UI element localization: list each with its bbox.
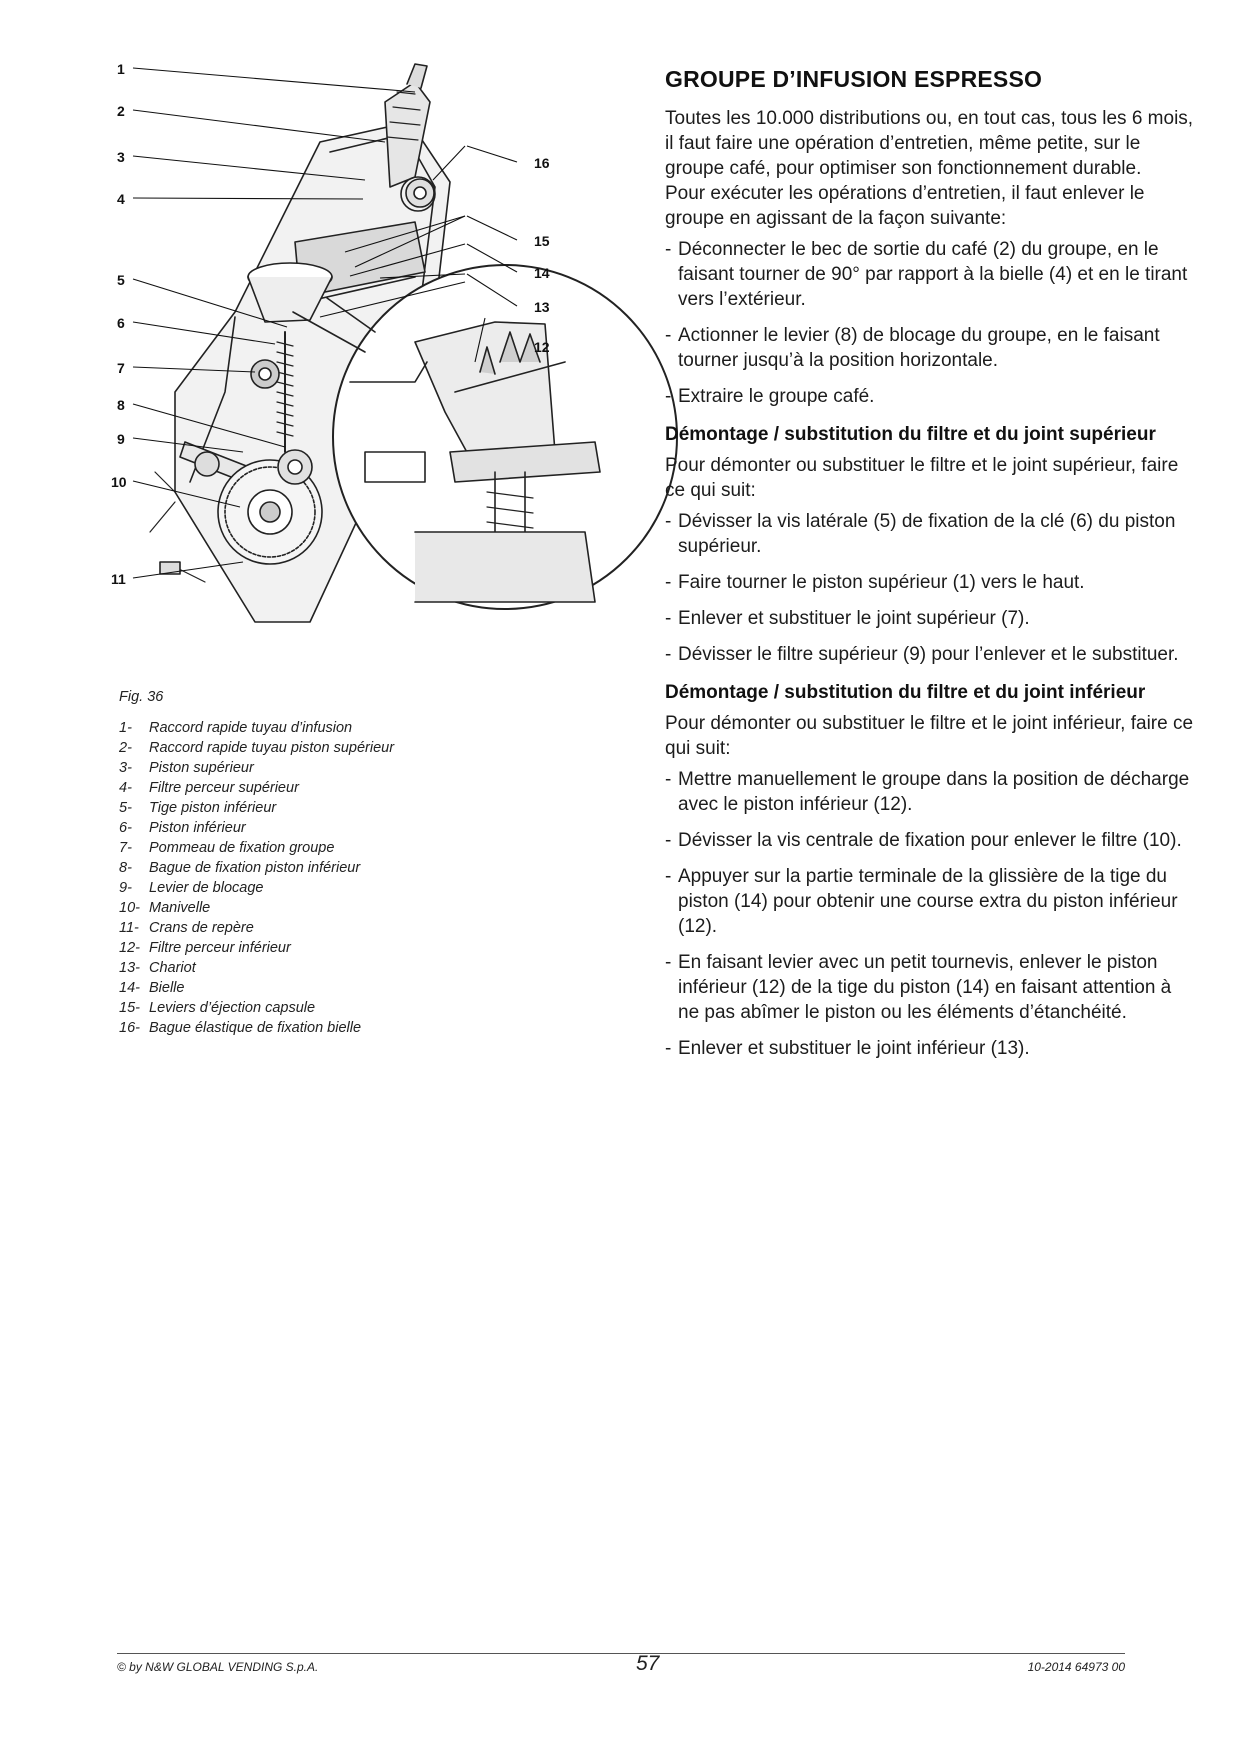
legend-text: Bielle bbox=[149, 980, 185, 996]
legend-number: 4- bbox=[119, 780, 132, 796]
step-text: Extraire le groupe café. bbox=[678, 386, 875, 407]
legend-text: Raccord rapide tuyau d’infusion bbox=[149, 720, 353, 736]
step-text: Actionner le levier (8) de blocage du groupe, en le faisant tourner jusqu’à la position horizontale. bbox=[678, 325, 1160, 371]
legend-item bbox=[119, 758, 394, 778]
instructions-column bbox=[665, 64, 1195, 1072]
legend-number: 16- bbox=[119, 1020, 140, 1036]
legend-number: 14- bbox=[119, 980, 140, 996]
legend-number: 12- bbox=[119, 940, 140, 956]
callout-1: 1 bbox=[117, 61, 125, 77]
legend-text: Manivelle bbox=[149, 900, 211, 916]
legend-text: Filtre perceur supérieur bbox=[149, 780, 299, 796]
step-item: - Enlever et substituer le joint inférieur (13). bbox=[665, 1038, 1030, 1059]
callout-7: 7 bbox=[117, 360, 125, 376]
legend-item bbox=[119, 938, 394, 958]
callout-5: 5 bbox=[117, 272, 125, 288]
legend-item bbox=[119, 998, 394, 1018]
legend-item bbox=[119, 798, 394, 818]
callout-6: 6 bbox=[117, 315, 125, 331]
legend-item bbox=[119, 1018, 394, 1038]
legend-text: Pommeau de fixation groupe bbox=[149, 840, 335, 856]
section-heading-lower: Démontage / substitution du filtre et du joint inférieur bbox=[665, 682, 1146, 703]
step-text: Dévisser le filtre supérieur (9) pour l’enlever et le substituer. bbox=[678, 644, 1179, 665]
legend-text: Tige piston inférieur bbox=[149, 800, 277, 816]
section-heading-upper: Démontage / substitution du filtre et du joint supérieur bbox=[665, 424, 1156, 445]
section-intro: Pour démonter ou substituer le filtre et le joint supérieur, faire ce qui suit: bbox=[665, 455, 1179, 501]
callout-11: 11 bbox=[111, 571, 126, 587]
legend-number: 5- bbox=[119, 800, 132, 816]
legend-item bbox=[119, 898, 394, 918]
step-item: - Mettre manuellement le groupe dans la position de décharge avec le piston inférieur (12). bbox=[665, 769, 1190, 815]
step-text: Déconnecter le bec de sortie du café (2) du groupe, en le faisant tourner de 90° par rapport à la bielle (4) et en le tirant vers l’extérieur. bbox=[678, 239, 1188, 310]
removal-steps bbox=[665, 237, 1195, 409]
intro-paragraph: Pour exécuter les opérations d’entretien, il faut enlever le groupe en agissant de la façon suivante: bbox=[665, 183, 1145, 229]
callout-9: 9 bbox=[117, 431, 125, 447]
legend-number: 3- bbox=[119, 760, 132, 776]
callout-8: 8 bbox=[117, 397, 125, 413]
legend-number: 6- bbox=[119, 820, 132, 836]
figure-caption: Fig. 36 bbox=[119, 689, 164, 705]
legend-text: Chariot bbox=[149, 960, 196, 976]
callout-4: 4 bbox=[117, 191, 125, 207]
step-text: En faisant levier avec un petit tournevis, enlever le piston inférieur (12) de la tige du piston (14) en faisant attention à ne pas abîmer le piston ou les éléments d’étanchéité. bbox=[678, 952, 1172, 1023]
legend-text: Leviers d’éjection capsule bbox=[149, 1000, 316, 1016]
legend-text: Piston inférieur bbox=[149, 820, 246, 836]
legend-item bbox=[119, 978, 394, 998]
callout-14: 14 bbox=[534, 265, 550, 281]
step-text: Enlever et substituer le joint supérieur (7). bbox=[678, 608, 1030, 629]
legend-number: 10- bbox=[119, 900, 140, 916]
legend-number: 1- bbox=[119, 720, 132, 736]
callout-12: 12 bbox=[534, 339, 550, 355]
figure-legend bbox=[119, 718, 394, 1038]
section-intro: Pour démonter ou substituer le filtre et le joint inférieur, faire ce qui suit: bbox=[665, 713, 1194, 759]
intro-paragraph: Toutes les 10.000 distributions ou, en tout cas, tous les 6 mois, il faut faire une opération d’entretien, même petite, sur le groupe café, pour optimiser son fonctionnement durable. bbox=[665, 108, 1194, 179]
legend-item bbox=[119, 778, 394, 798]
footer-copyright: © by N&W GLOBAL VENDING S.p.A. bbox=[117, 1660, 319, 1674]
step-item: - Faire tourner le piston supérieur (1) vers le haut. bbox=[665, 572, 1085, 593]
legend-item bbox=[119, 838, 394, 858]
callout-13: 13 bbox=[534, 299, 550, 315]
legend-number: 13- bbox=[119, 960, 140, 976]
step-item: - Enlever et substituer le joint supérieur (7). bbox=[665, 608, 1030, 629]
step-text: Enlever et substituer le joint inférieur (13). bbox=[678, 1038, 1030, 1059]
page-number: 57 bbox=[636, 1652, 660, 1675]
legend-item bbox=[119, 958, 394, 978]
step-item: - En faisant levier avec un petit tournevis, enlever le piston inférieur (12) de la tige du piston (14) en faisant attention à ne pas abîmer le piston ou les éléments d’étanchéité. bbox=[665, 952, 1172, 1023]
page-title: GROUPE D’INFUSION ESPRESSO bbox=[665, 66, 1043, 92]
step-item: - Dévisser le filtre supérieur (9) pour l’enlever et le substituer. bbox=[665, 644, 1179, 665]
callout-2: 2 bbox=[117, 103, 125, 119]
legend-text: Bague élastique de fixation bielle bbox=[149, 1020, 362, 1036]
legend-item bbox=[119, 818, 394, 838]
footer-divider bbox=[117, 1653, 1125, 1654]
legend-text: Raccord rapide tuyau piston supérieur bbox=[149, 740, 395, 756]
document-code: 10-2014 64973 00 bbox=[1027, 1660, 1125, 1674]
step-item: - Déconnecter le bec de sortie du café (2) du groupe, en le faisant tourner de 90° par rapport à la bielle (4) et en le tirant vers l’extérieur. bbox=[665, 239, 1188, 310]
legend-number: 9- bbox=[119, 880, 132, 896]
legend-number: 11- bbox=[119, 920, 139, 936]
step-item: - Actionner le levier (8) de blocage du groupe, en le faisant tourner jusqu’à la position horizontale. bbox=[665, 325, 1160, 371]
callout-10: 10 bbox=[111, 474, 127, 490]
step-text: Faire tourner le piston supérieur (1) vers le haut. bbox=[678, 572, 1085, 593]
step-item: - Dévisser la vis latérale (5) de fixation de la clé (6) du piston supérieur. bbox=[665, 511, 1176, 557]
legend-number: 15- bbox=[119, 1000, 140, 1016]
legend-number: 8- bbox=[119, 860, 132, 876]
legend-text: Piston supérieur bbox=[149, 760, 254, 776]
step-item: - Dévisser la vis centrale de fixation pour enlever le filtre (10). bbox=[665, 830, 1182, 851]
legend-item bbox=[119, 858, 394, 878]
legend-item bbox=[119, 878, 394, 898]
legend-number: 2- bbox=[119, 740, 132, 756]
callout-15: 15 bbox=[534, 233, 550, 249]
legend-item bbox=[119, 738, 394, 758]
legend-text: Bague de fixation piston inférieur bbox=[149, 860, 361, 876]
upper-filter-steps bbox=[665, 509, 1195, 667]
step-text: Mettre manuellement le groupe dans la position de décharge avec le piston inférieur (12). bbox=[678, 769, 1190, 815]
legend-text: Filtre perceur inférieur bbox=[149, 940, 291, 956]
legend-number: 7- bbox=[119, 840, 132, 856]
legend-item bbox=[119, 918, 394, 938]
legend-text: Crans de repère bbox=[149, 920, 254, 936]
step-text: Dévisser la vis centrale de fixation pour enlever le filtre (10). bbox=[678, 830, 1182, 851]
technical-drawing bbox=[111, 61, 635, 662]
step-item: - Appuyer sur la partie terminale de la glissière de la tige du piston (14) pour obtenir une course extra du piston inférieur (12). bbox=[665, 866, 1178, 937]
brewing-group-illustration bbox=[111, 61, 635, 662]
callout-3: 3 bbox=[117, 149, 125, 165]
step-text: Appuyer sur la partie terminale de la glissière de la tige du piston (14) pour obtenir une course extra du piston inférieur (12). bbox=[678, 866, 1178, 937]
lower-filter-steps bbox=[665, 767, 1195, 1061]
step-item: - Extraire le groupe café. bbox=[665, 386, 875, 407]
legend-text: Levier de blocage bbox=[149, 880, 264, 896]
callout-16: 16 bbox=[534, 155, 550, 171]
step-text: Dévisser la vis latérale (5) de fixation de la clé (6) du piston supérieur. bbox=[678, 511, 1176, 557]
legend-item bbox=[119, 718, 394, 738]
